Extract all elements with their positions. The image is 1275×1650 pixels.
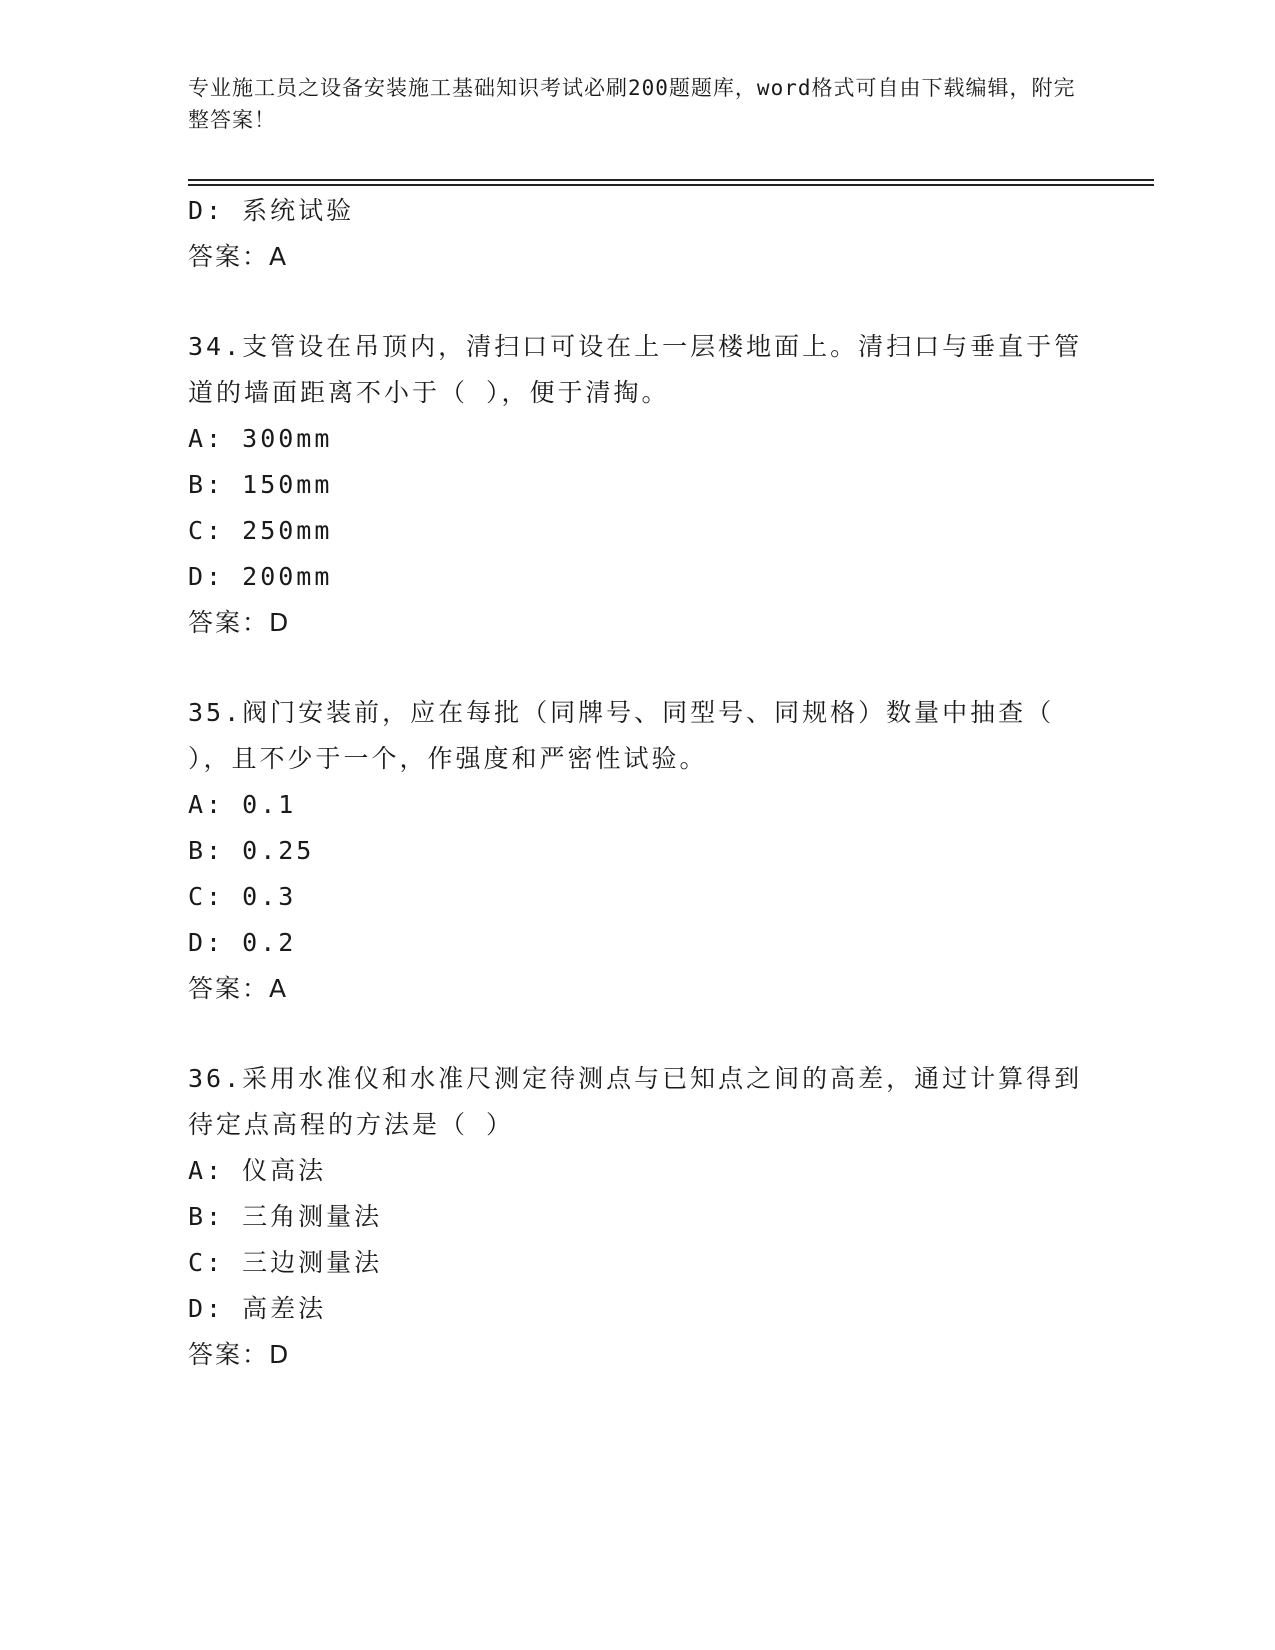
question-stem: 34.支管设在吊顶内，清扫口可设在上一层楼地面上。清扫口与垂直于管道的墙面距离不小于（ ），便于清掏。 (188, 332, 1083, 407)
option-d: D: 200mm (188, 562, 333, 591)
option-c: C: 0.3 (188, 882, 297, 911)
option-c: C: 250mm (188, 516, 333, 545)
option-c: C: 三边测量法 (188, 1248, 383, 1277)
question-36 (188, 1056, 1088, 1378)
answer-line: 答案：A (188, 974, 289, 1003)
option-a: A: 0.1 (188, 790, 297, 819)
header-divider-top (188, 179, 1154, 181)
option-b: B: 0.25 (188, 836, 315, 865)
question-stem: 36.采用水准仪和水准尺测定待测点与已知点之间的高差，通过计算得到待定点高程的方法是（ ） (188, 1064, 1083, 1139)
answer-line: 答案：D (188, 1340, 291, 1369)
option-d: D: 系统试验 (188, 196, 355, 225)
option-b: B: 三角测量法 (188, 1202, 383, 1231)
header-title: 专业施工员之设备安装施工基础知识考试必刷200题题库，word格式可自由下载编辑，附完整答案！ (188, 76, 1076, 132)
question-content (188, 188, 1088, 1378)
answer-line: 答案：A (188, 242, 289, 271)
option-a: A: 300mm (188, 424, 333, 453)
question-35 (188, 690, 1088, 1012)
page-header (188, 72, 1088, 136)
question-stem: 35.阀门安装前，应在每批（同牌号、同型号、同规格）数量中抽查（ ），且不少于一个，作强度和严密性试验。 (188, 698, 1055, 773)
question-34 (188, 324, 1088, 646)
answer-line: 答案：D (188, 608, 291, 637)
option-a: A: 仪高法 (188, 1156, 327, 1185)
option-d: D: 0.2 (188, 928, 297, 957)
option-d: D: 高差法 (188, 1294, 327, 1323)
previous-question-fragment (188, 188, 1088, 280)
option-b: B: 150mm (188, 470, 333, 499)
header-divider-bottom (188, 184, 1154, 186)
